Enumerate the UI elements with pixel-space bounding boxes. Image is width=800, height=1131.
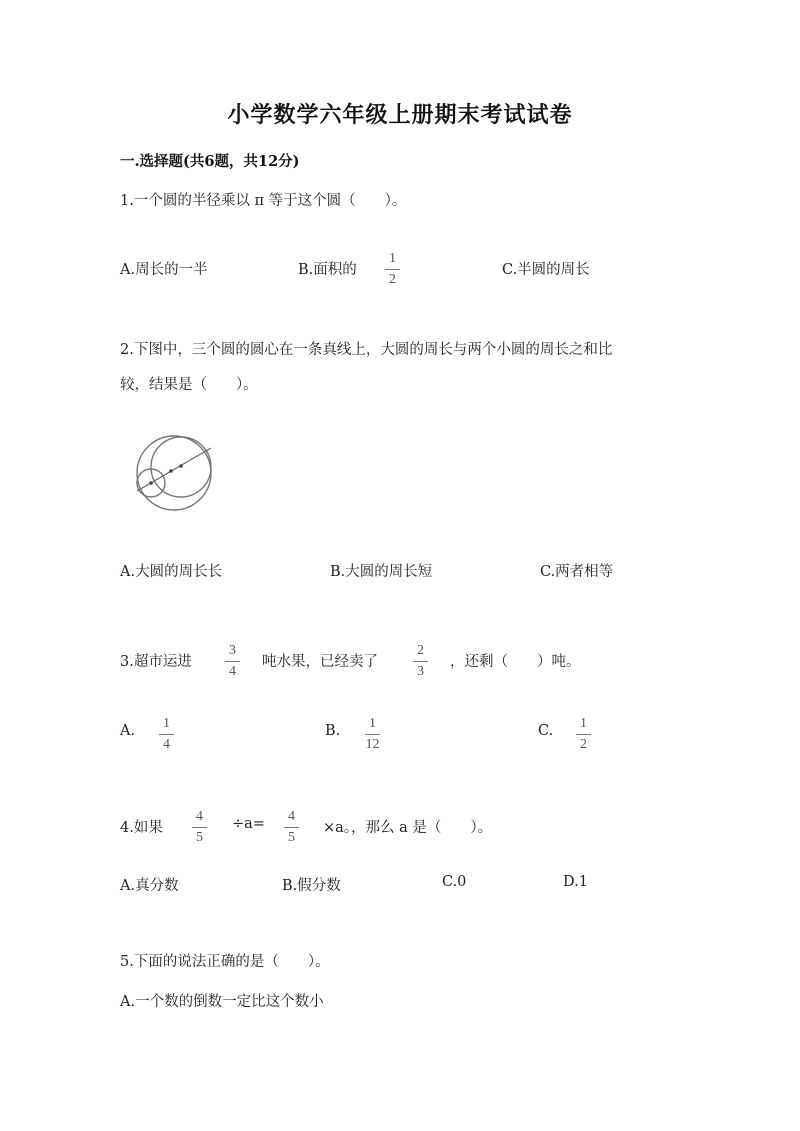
q2-stem-line2: 较，结果是（ ）。 [120,377,258,393]
fraction-denominator: 2 [580,737,587,752]
q3-option-b-fraction [365,717,380,752]
q4-stem-part2: ÷a= [232,816,265,832]
circles-figure [126,433,218,515]
q4-option-a: A.真分数 [120,878,179,894]
center-dot-1 [149,481,153,485]
q4-option-d: D.1 [563,874,588,890]
fraction-denominator: 4 [229,664,236,679]
q4-fraction-2 [284,810,299,845]
q4-option-c: C.0 [442,874,467,890]
fraction-denominator: 5 [288,830,295,845]
fraction-numerator: 1 [159,717,174,735]
q2-option-c: C.两者相等 [540,564,614,580]
fraction-denominator: 3 [417,664,424,679]
big-circle [137,436,211,510]
center-dot-2 [169,469,173,473]
fraction-numerator: 2 [413,644,428,662]
q3-stem-part1: 3.超市运进 [120,654,192,670]
fraction-denominator: 12 [365,737,380,752]
fraction-numerator: 1 [576,717,591,735]
q2-option-b: B.大圆的周长短 [330,564,433,580]
fraction-denominator: 5 [196,830,203,845]
q3-option-a-label: A. [120,723,136,739]
q4-stem-part3: ×a。，那么 a 是（ ）。 [323,820,493,836]
fraction-numerator: 4 [284,810,299,828]
q3-stem-part2: 吨水果，已经卖了 [262,654,378,670]
q4-fraction-1 [192,810,207,845]
q1-option-b-fraction [385,252,400,287]
q3-stem-part3: ，还剩（ ）吨。 [450,654,581,670]
fraction-denominator: 4 [163,737,170,752]
q3-fraction-2 [413,644,428,679]
q3-option-c-fraction [576,717,591,752]
q3-option-a-fraction [159,717,174,752]
q5-stem: 5.下面的说法正确的是（ ）。 [120,954,330,970]
q5-option-a: A.一个数的倒数一定比这个数小 [120,994,324,1010]
fraction-numerator: 3 [225,644,240,662]
q1-option-c: C.半圆的周长 [502,262,590,278]
section-heading: 一.选择题(共6题，共12分) [120,153,300,170]
q3-fraction-1 [225,644,240,679]
fraction-numerator: 1 [385,252,400,270]
q1-stem: 1.一个圆的半径乘以 π 等于这个圆（ ）。 [120,193,407,209]
q2-stem-line1: 2.下图中，三个圆的圆心在一条真线上，大圆的周长与两个小圆的周长之和比 [120,342,613,358]
q1-option-b-text: B.面积的 [298,262,357,278]
q1-option-a: A.周长的一半 [120,262,208,278]
q4-stem-part1: 4.如果 [120,820,163,836]
fraction-numerator: 1 [365,717,380,735]
fraction-denominator: 2 [389,272,396,287]
q4-option-b: B.假分数 [282,878,341,894]
q2-option-a: A.大圆的周长长 [120,564,223,580]
fraction-numerator: 4 [192,810,207,828]
exam-title: 小学数学六年级上册期末考试试卷 [227,102,573,128]
q3-option-c-label: C. [538,723,554,739]
center-dot-3 [179,464,183,468]
q3-option-b-label: B. [325,723,341,739]
